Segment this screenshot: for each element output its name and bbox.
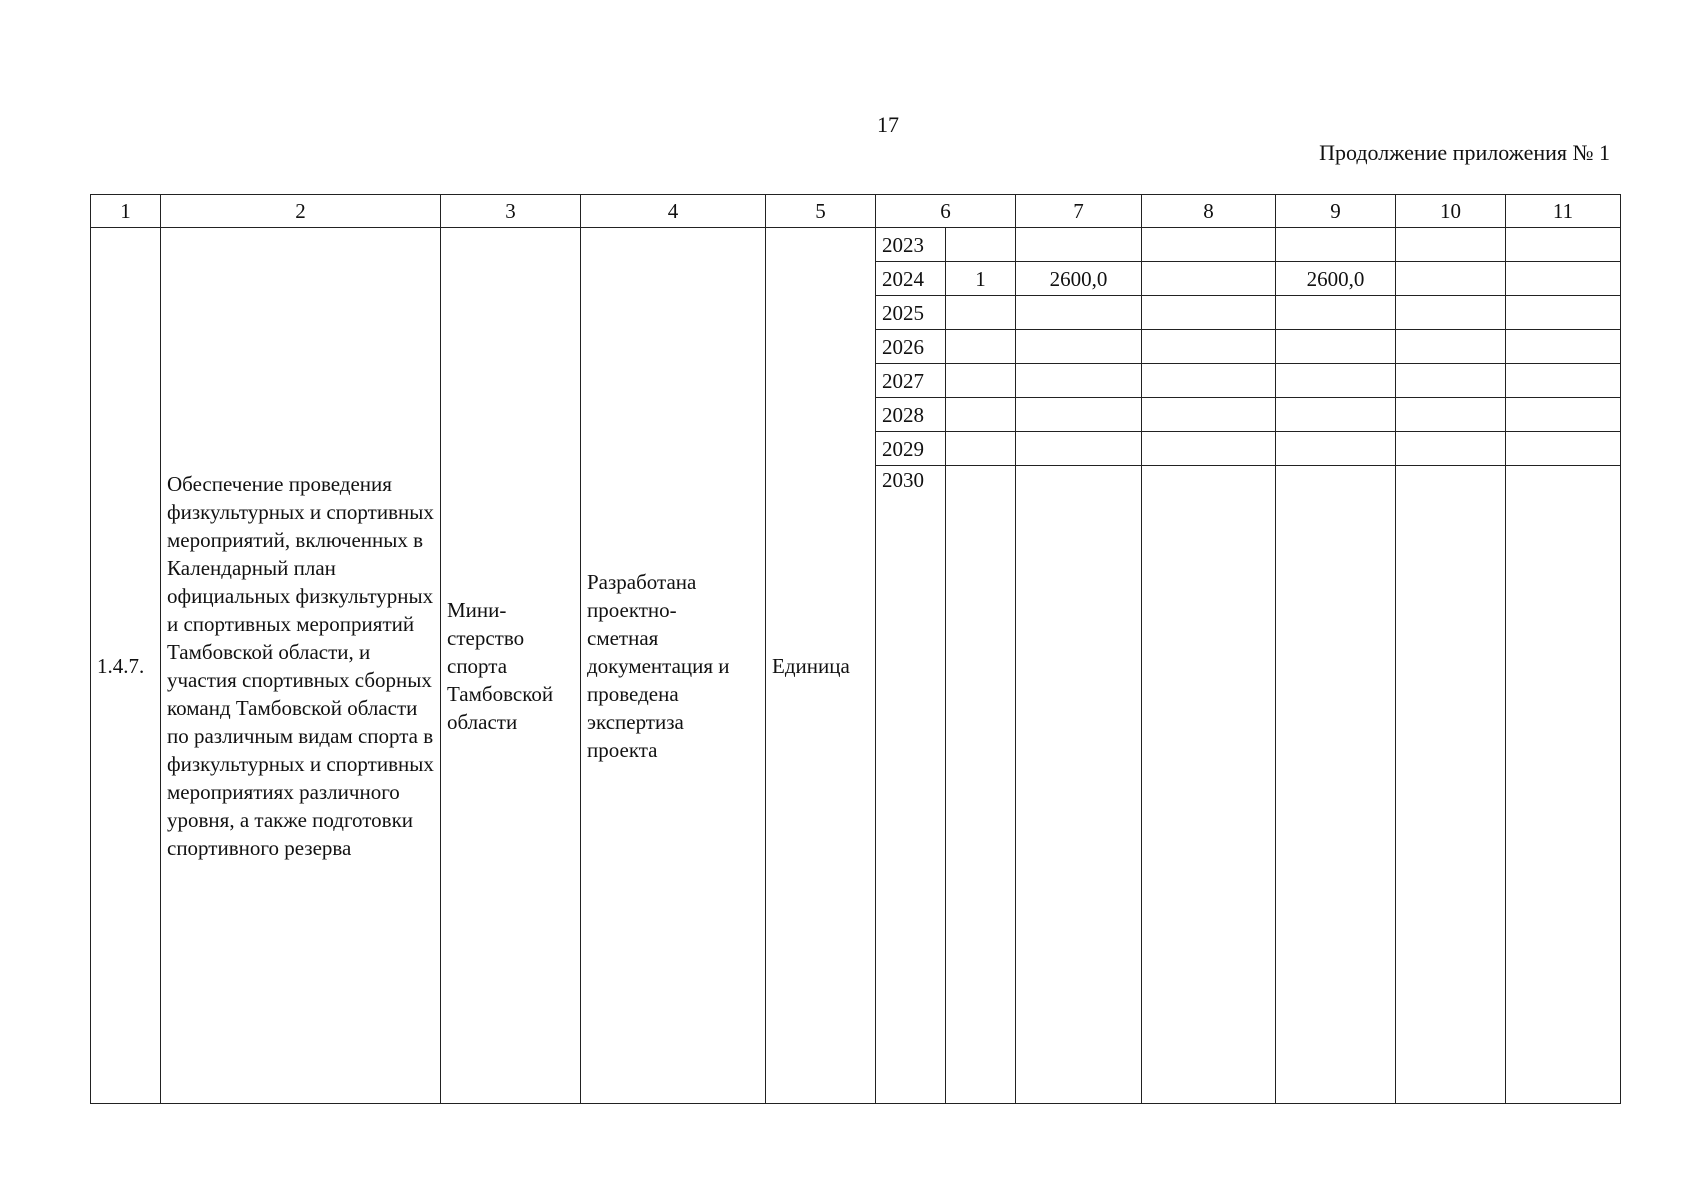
col8-cell — [1142, 296, 1276, 330]
col11-cell — [1506, 228, 1621, 262]
year-cell: 2028 — [876, 398, 946, 432]
row-result: Разработана проектно- сметная документация и проведена экспертиза проекта — [581, 228, 766, 1104]
value-cell — [946, 466, 1016, 1104]
col10-cell — [1396, 262, 1506, 296]
col10-cell — [1396, 364, 1506, 398]
col11-cell — [1506, 398, 1621, 432]
col10-cell — [1396, 330, 1506, 364]
col9-cell — [1276, 296, 1396, 330]
year-cell: 2023 — [876, 228, 946, 262]
col7-cell — [1016, 364, 1142, 398]
year-cell: 2026 — [876, 330, 946, 364]
row-number: 1.4.7. — [91, 228, 161, 1104]
col8-cell — [1142, 398, 1276, 432]
value-cell: 1 — [946, 262, 1016, 296]
table-row — [91, 228, 1621, 262]
page-number: 17 — [877, 112, 899, 137]
col8-cell — [1142, 228, 1276, 262]
col8-cell — [1142, 330, 1276, 364]
year-cell: 2025 — [876, 296, 946, 330]
col-header-9: 9 — [1276, 195, 1396, 228]
year-cell: 2030 — [876, 466, 946, 1104]
col11-cell — [1506, 432, 1621, 466]
column-number-row — [91, 195, 1621, 228]
value-cell — [946, 296, 1016, 330]
col-header-5: 5 — [766, 195, 876, 228]
col-header-6: 6 — [876, 195, 1016, 228]
col11-cell — [1506, 466, 1621, 1104]
year-cell: 2024 — [876, 262, 946, 296]
value-cell — [946, 432, 1016, 466]
col11-cell — [1506, 296, 1621, 330]
col8-cell — [1142, 432, 1276, 466]
continuation-label: Продолжение приложения № 1 — [1319, 140, 1610, 165]
col11-cell — [1506, 262, 1621, 296]
col9-cell — [1276, 432, 1396, 466]
value-cell — [946, 398, 1016, 432]
col-header-2: 2 — [161, 195, 441, 228]
col10-cell — [1396, 296, 1506, 330]
col11-cell — [1506, 330, 1621, 364]
col7-cell — [1016, 296, 1142, 330]
row-unit: Единица — [766, 228, 876, 1104]
col-header-4: 4 — [581, 195, 766, 228]
col-header-11: 11 — [1506, 195, 1621, 228]
value-cell — [946, 228, 1016, 262]
col-header-1: 1 — [91, 195, 161, 228]
col-header-7: 7 — [1016, 195, 1142, 228]
col7-cell — [1016, 432, 1142, 466]
col8-cell — [1142, 466, 1276, 1104]
col7-cell — [1016, 330, 1142, 364]
col10-cell — [1396, 432, 1506, 466]
col9-cell — [1276, 330, 1396, 364]
year-cell: 2027 — [876, 364, 946, 398]
col10-cell — [1396, 398, 1506, 432]
col9-cell — [1276, 398, 1396, 432]
value-cell — [946, 364, 1016, 398]
col8-cell — [1142, 262, 1276, 296]
col9-cell — [1276, 364, 1396, 398]
year-cell: 2029 — [876, 432, 946, 466]
col-header-3: 3 — [441, 195, 581, 228]
col-header-10: 10 — [1396, 195, 1506, 228]
col10-cell — [1396, 466, 1506, 1104]
col8-cell — [1142, 364, 1276, 398]
col9-cell — [1276, 466, 1396, 1104]
row-executor: Мини- стерство спорта Тамбовской области — [441, 228, 581, 1104]
col7-cell — [1016, 228, 1142, 262]
row-name: Обеспечение проведения физкультурных и спортивных мероприятий, включенных в Календарный план официальных физкультурных и спортивных мероприятий Тамбовской области, и участия спортивных сборных команд Тамбовской области по различным видам спорта в физкультурных и спортивных мероприятиях различного уровня, а также подготовки спортивного резерва — [161, 228, 441, 1104]
program-table — [90, 194, 1621, 1104]
col9-cell — [1276, 228, 1396, 262]
value-cell — [946, 330, 1016, 364]
col7-cell: 2600,0 — [1016, 262, 1142, 296]
col10-cell — [1396, 228, 1506, 262]
col7-cell — [1016, 466, 1142, 1104]
col-header-8: 8 — [1142, 195, 1276, 228]
col9-cell: 2600,0 — [1276, 262, 1396, 296]
col11-cell — [1506, 364, 1621, 398]
col7-cell — [1016, 398, 1142, 432]
